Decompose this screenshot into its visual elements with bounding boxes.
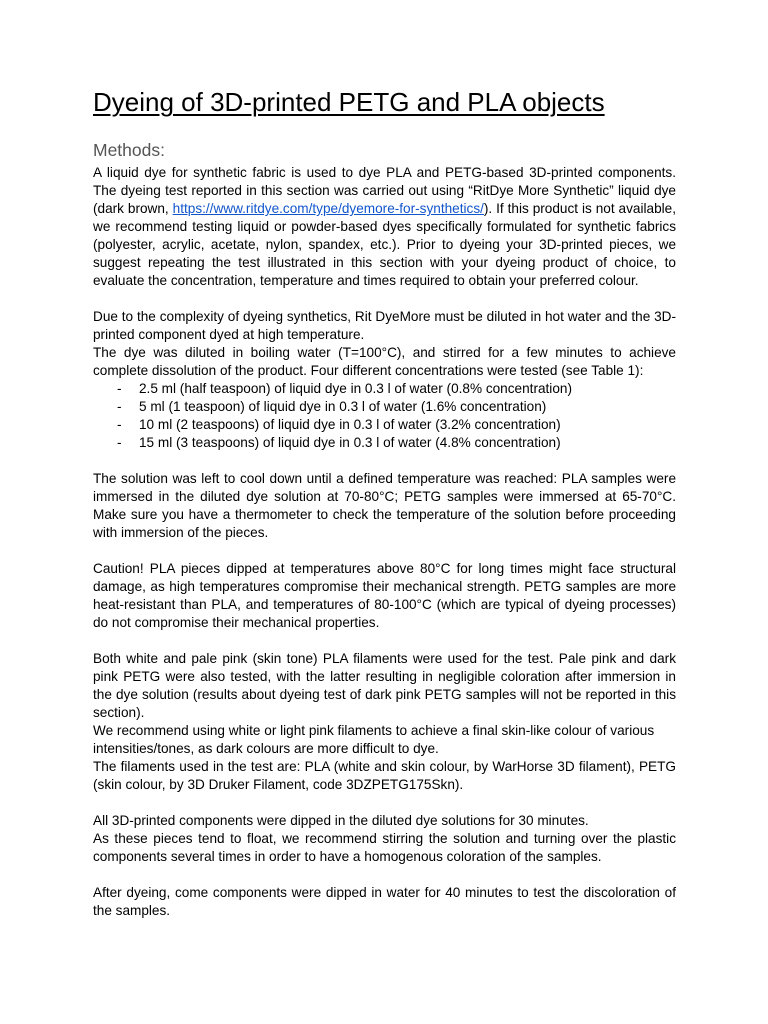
concentration-list bbox=[93, 380, 676, 452]
list-item bbox=[117, 416, 676, 434]
paragraph-caution: Caution! PLA pieces dipped at temperatures above 80°C for long times might face structural damage, as high temperatures compromise their mechanical strength. PETG samples are more heat-resistant than PLA, and temperatures of 80-100°C (which are typical of dyeing processes) do not compromise their mechanical properties. bbox=[93, 561, 676, 630]
list-item-text: 10 ml (2 teaspoons) of liquid dye in 0.3 l of water (3.2% concentration) bbox=[139, 417, 561, 432]
list-item bbox=[117, 380, 676, 398]
list-dash: - bbox=[117, 435, 122, 450]
list-dash: - bbox=[117, 399, 122, 414]
list-dash: - bbox=[117, 417, 122, 432]
paragraph-cooling: The solution was left to cool down until a defined temperature was reached: PLA samples were immersed in the diluted dye solution at 70-80°C; PETG samples were immersed at 65-70°C. Make sure you have a thermometer to check the temperature of the solution before proceeding with immersion of the pieces. bbox=[93, 471, 676, 540]
ritdye-link[interactable]: https://www.ritdye.com/type/dyemore-for-synthetics/ bbox=[172, 201, 484, 216]
list-item-text: 15 ml (3 teaspoons) of liquid dye in 0.3 l of water (4.8% concentration) bbox=[139, 435, 561, 450]
intro-text-start: A liquid dye for synthetic fabric is used to dye PLA and PETG-based 3D-printed components. The dyeing test reported in this section was carried out using “RitDye More Synthetic” liquid dye (dark brown, bbox=[93, 165, 676, 216]
paragraph-dipping: All 3D-printed components were dipped in the diluted dye solutions for 30 minutes. bbox=[93, 813, 589, 828]
paragraph-intro bbox=[93, 164, 676, 290]
paragraph-filament-brands: The filaments used in the test are: PLA (white and skin colour, by WarHorse 3D filament), PETG (skin colour, by 3D Druker Filament, code 3DZPETG175Skn). bbox=[93, 759, 676, 792]
paragraph-boiling: The dye was diluted in boiling water (T=100°C), and stirred for a few minutes to achieve complete dissolution of the product. Four different concentrations were tested (see Table 1): bbox=[93, 345, 676, 378]
paragraph-discoloration: After dyeing, come components were dipped in water for 40 minutes to test the discoloration of the samples. bbox=[93, 885, 676, 918]
list-item bbox=[117, 398, 676, 416]
paragraph-stirring: As these pieces tend to float, we recommend stirring the solution and turning over the plastic components several times in order to have a homogenous coloration of the samples. bbox=[93, 831, 676, 864]
list-dash: - bbox=[117, 381, 122, 396]
list-item bbox=[117, 434, 676, 452]
page-title: Dyeing of 3D-printed PETG and PLA objects bbox=[93, 87, 605, 117]
list-item-text: 5 ml (1 teaspoon) of liquid dye in 0.3 l of water (1.6% concentration) bbox=[139, 399, 547, 414]
methods-heading: Methods: bbox=[93, 140, 165, 160]
document-page bbox=[93, 84, 676, 920]
paragraph-recommendation: We recommend using white or light pink filaments to achieve a final skin-like colour of various intensities/tones, as dark colours are more difficult to dye. bbox=[93, 723, 655, 756]
paragraph-filaments: Both white and pale pink (skin tone) PLA filaments were used for the test. Pale pink and dark pink PETG were also tested, with the latter resulting in negligible coloration after immersion in the dye solution (results about dyeing test of dark pink PETG samples will not be reported in this section). bbox=[93, 651, 676, 720]
list-item-text: 2.5 ml (half teaspoon) of liquid dye in 0.3 l of water (0.8% concentration) bbox=[139, 381, 572, 396]
intro-text-end: ). If this product is not available, we recommend testing liquid or powder-based dyes specifically formulated for synthetic fabrics (polyester, acrylic, acetate, nylon, spandex, etc.). Prior to dyeing your 3D-printed pieces, we suggest repeating the test illustrated in this section with your dyeing product of choice, to evaluate the concentration, temperature and times required to obtain your preferred colour. bbox=[93, 201, 676, 288]
paragraph-dilution: Due to the complexity of dyeing synthetics, Rit DyeMore must be diluted in hot water and the 3D-printed component dyed at high temperature. bbox=[93, 309, 676, 342]
